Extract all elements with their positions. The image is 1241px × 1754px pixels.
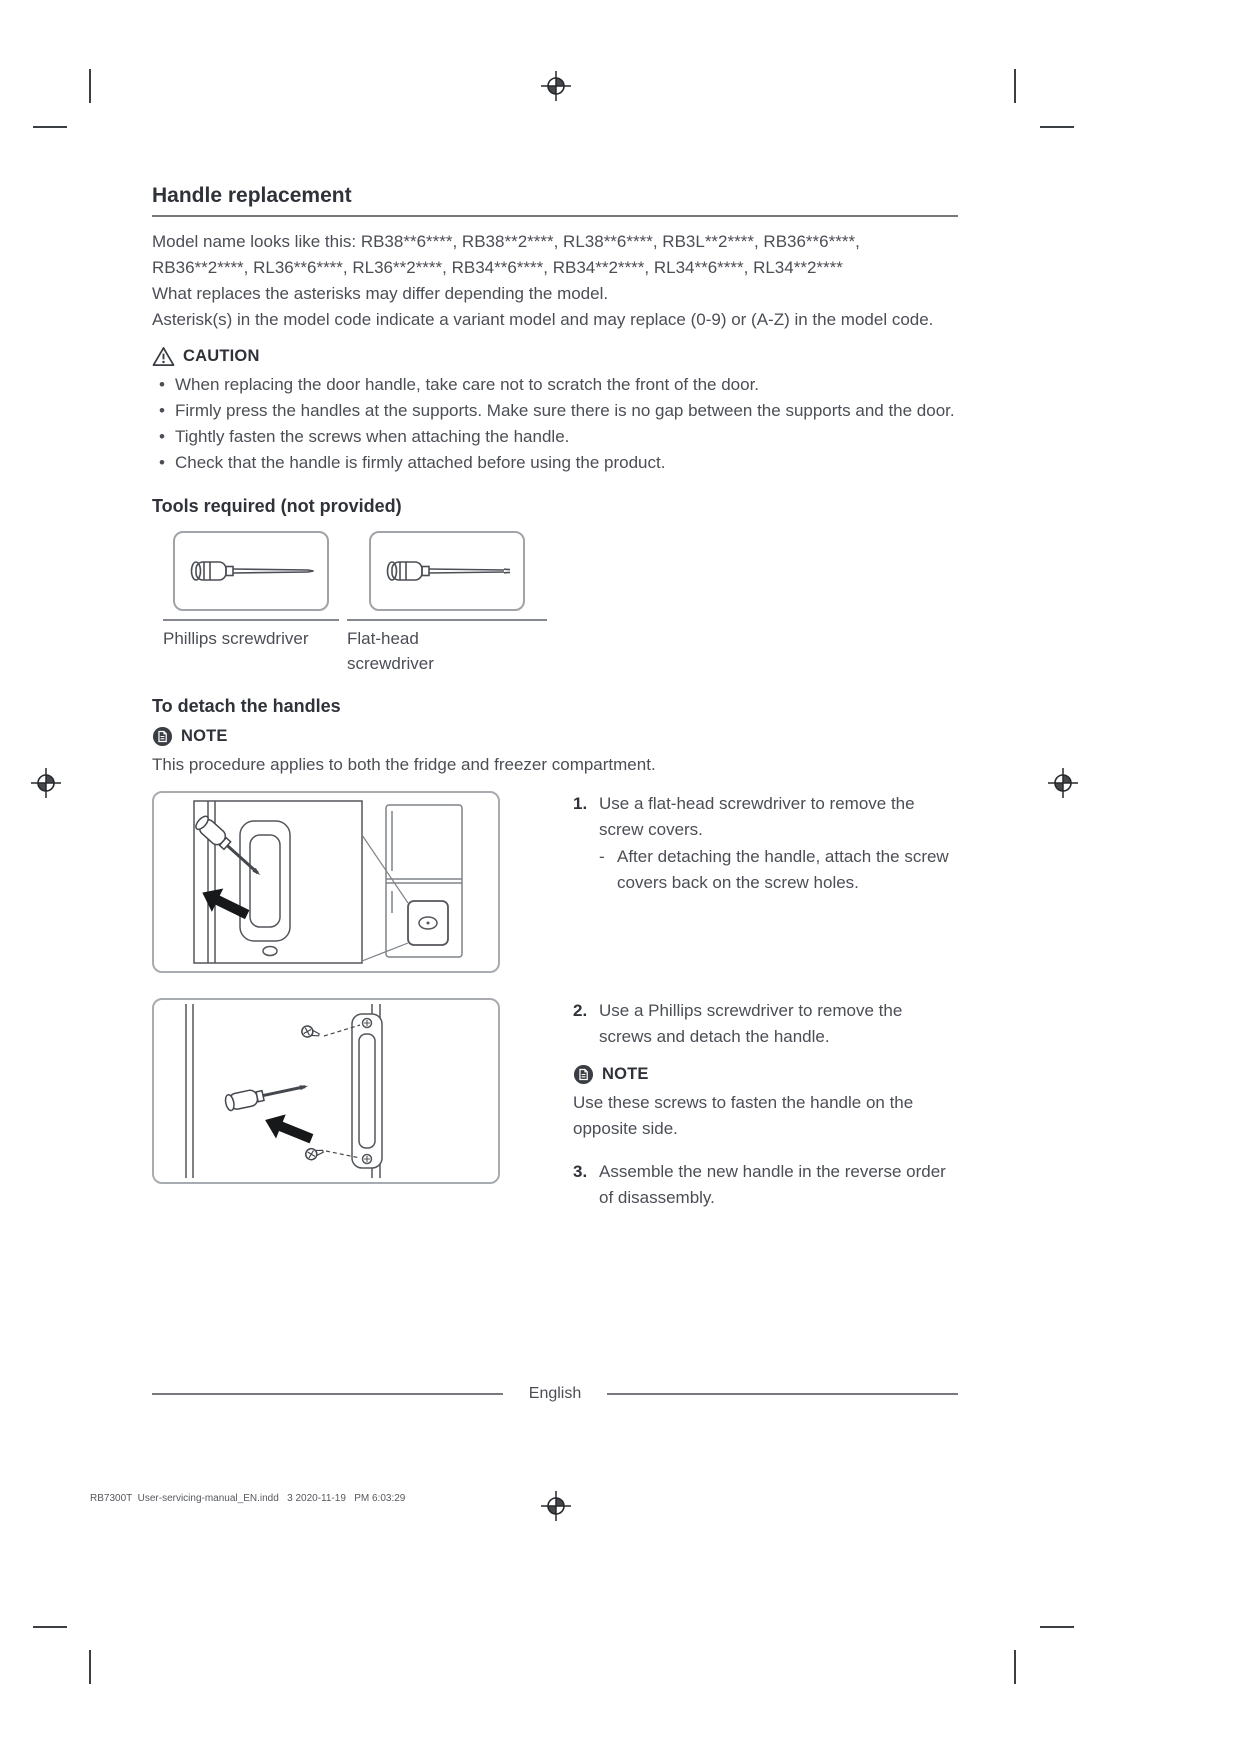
step-text: Use a flat-head screwdriver to remove the screw covers. (599, 794, 915, 839)
tool-rule (163, 619, 339, 621)
substep-item (599, 844, 958, 896)
tool-rule (347, 619, 547, 621)
crop-mark-right-top-horizontal (1040, 126, 1074, 128)
note-icon (152, 726, 173, 747)
step-text: Use a Phillips screwdriver to remove the screws and detach the handle. (599, 1001, 903, 1046)
phillips-screwdriver-label: Phillips screwdriver (163, 629, 309, 648)
variant-note-text: Asterisk(s) in the model code indicate a variant model and may replace (0-9) or (A-Z) in the model code. (152, 310, 934, 329)
page-title: Handle replacement (152, 184, 352, 207)
tool-phillips (163, 531, 339, 676)
caution-list (152, 372, 958, 476)
flathead-screwdriver-label: Flat-head screwdriver (347, 629, 434, 673)
step-text: Assemble the new handle in the reverse order of disassembly. (599, 1162, 946, 1207)
crop-mark-right-bottom-horizontal (1040, 1626, 1074, 1628)
tool-flathead (347, 531, 547, 676)
step-item (573, 998, 958, 1050)
footer-rule-left (152, 1393, 503, 1395)
flathead-screwdriver-icon (380, 546, 514, 596)
step-1-block (573, 791, 958, 973)
step-item (573, 791, 958, 896)
caution-triangle-icon (152, 346, 175, 367)
note-header-2 (573, 1064, 958, 1085)
caution-label: CAUTION (183, 347, 260, 365)
flathead-screwdriver-image-box (369, 531, 525, 611)
step-note-block (573, 1064, 958, 1142)
note-procedure-text: This procedure applies to both the fridge and freezer compartment. (152, 755, 656, 774)
substep-text: After detaching the handle, attach the screw covers back on the screw holes. (617, 847, 949, 892)
crop-mark-left-top-horizontal (33, 126, 67, 128)
caution-bullet: • Firmly press the handles at the supports. Make sure there is no gap between the supports and the door. (152, 398, 958, 424)
detach-heading: To detach the handles (152, 696, 341, 716)
step-number: 1. (573, 794, 588, 813)
crop-mark-bottom-right-vertical (1014, 1650, 1016, 1684)
title-rule (152, 215, 958, 217)
asterisk-note-text: What replaces the asterisks may differ depending the model. (152, 284, 609, 303)
caution-bullet: • Check that the handle is firmly attached before using the product. (152, 450, 958, 476)
model-name-text: Model name looks like this: RB38**6****, RB38**2****, RL38**6****, RB3L**2****, RB36**6****, RB36**2****, RL36**6****, RL36**2****, RB34**6****, RB34**2****, RL34**6****, RL34**2**** (152, 232, 860, 277)
print-info: RB7300T User-servicing-manual_EN.indd 3 2020-11-19 PM 6:03:29 (90, 1493, 406, 1504)
screw-removal-drawing (154, 1000, 498, 1182)
note-screws-text: Use these screws to fasten the handle on the opposite side. (573, 1093, 914, 1138)
illustration-remove-screws (152, 998, 500, 1184)
page-content (152, 184, 958, 1211)
steps-section (152, 791, 958, 1211)
crop-mark-top-right-vertical (1014, 69, 1016, 103)
crop-mark-left-bottom-horizontal (33, 1626, 67, 1628)
screw-cover-removal-drawing (154, 793, 498, 971)
illustration-remove-screw-covers (152, 791, 500, 973)
note-icon (573, 1064, 594, 1085)
registration-mark-left-icon (31, 768, 61, 798)
caution-header (152, 346, 958, 367)
crop-mark-top-left-vertical (89, 69, 91, 103)
note-label: NOTE (602, 1065, 649, 1083)
registration-mark-right-icon (1048, 768, 1078, 798)
footer-language: English (528, 1385, 582, 1402)
footer-rule-right (607, 1393, 958, 1395)
crop-mark-bottom-left-vertical (89, 1650, 91, 1684)
step-2-3-block (573, 998, 958, 1211)
registration-mark-bottom-icon (541, 1491, 571, 1521)
step-number: 2. (573, 1001, 588, 1020)
note-header (152, 726, 958, 747)
tools-table (163, 531, 958, 676)
phillips-screwdriver-icon (184, 546, 318, 596)
step-number: 3. (573, 1162, 588, 1181)
substep-dash (599, 844, 617, 896)
registration-mark-top-icon (541, 71, 571, 101)
step-item (573, 1159, 958, 1211)
note-label: NOTE (181, 727, 228, 745)
page-footer (152, 1385, 958, 1403)
caution-bullet: • When replacing the door handle, take care not to scratch the front of the door. (152, 372, 958, 398)
caution-bullet: • Tightly fasten the screws when attaching the handle. (152, 424, 958, 450)
phillips-screwdriver-image-box (173, 531, 329, 611)
tools-heading: Tools required (not provided) (152, 496, 402, 516)
